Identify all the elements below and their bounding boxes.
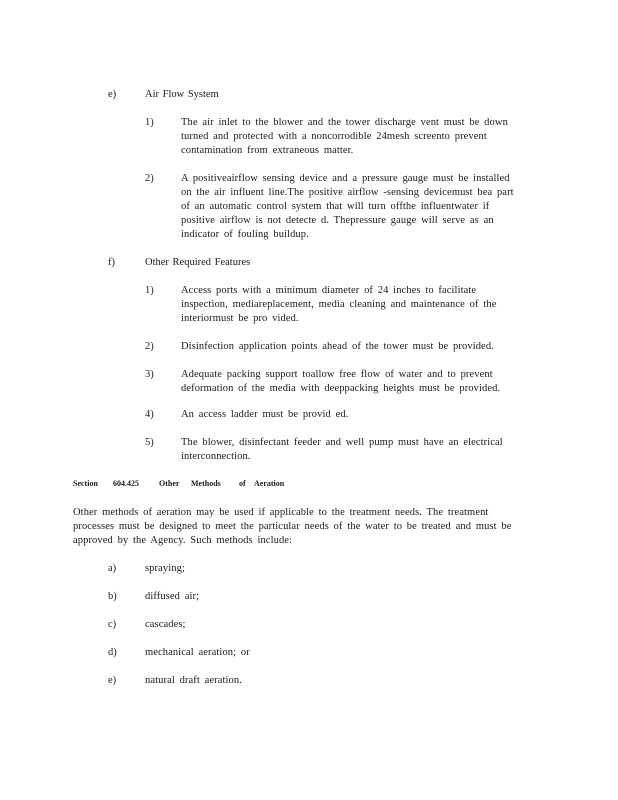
intro-line: Other methods of aeration may be used if applicable to the treatment needs. The treatment [73,507,489,518]
item-f-3-label: 3) [145,369,154,380]
item-e-2-label: 2) [145,173,154,184]
paragraph-line: positive airflow is not detecte d. Thepressure gauge will serve as an [181,215,494,226]
paragraph-line: A positiveairflow sensing device and a pressure gauge must be installed [181,173,510,184]
method-text: diffused air; [145,591,200,602]
method-label: a) [108,563,117,574]
section-title-word: of [239,479,246,488]
item-f-5-label: 5) [145,437,154,448]
section-title-word: Methods [191,479,221,488]
intro-line: approved by the Agency. Such methods include: [73,535,293,546]
paragraph-line: indicator of fouling buildup. [181,229,309,240]
section-number: 604.425 [113,479,139,488]
item-e-title: Air Flow System [145,89,219,100]
intro-line: processes must be designed to meet the particular needs of the water to be treated and must be [73,521,512,532]
paragraph-line: Access ports with a minimum diameter of 24 inches to facilitate [181,285,477,296]
paragraph-line: contamination from extraneous matter. [181,145,354,156]
item-e-label: e) [108,89,117,100]
paragraph-line: of an automatic control system that will turn offthe influentwater if [181,201,490,212]
item-f-label: f) [108,257,115,268]
paragraph-line: The air inlet to the blower and the tower discharge vent must be down [181,117,508,128]
paragraph-line: on the air influent line.The positive airflow -sensing devicemust bea part [181,187,514,198]
item-e-1-label: 1) [145,117,154,128]
section-word: Section [73,479,98,488]
paragraph-line: inspection, mediareplacement, media cleaning and maintenance of the [181,299,497,310]
paragraph-line: turned and protected with a noncorrodible 24mesh screento prevent [181,131,487,142]
paragraph-line: The blower, disinfectant feeder and well pump must have an electrical [181,437,503,448]
method-label: c) [108,619,117,630]
method-text: natural draft aeration. [145,675,242,686]
paragraph-line: interconnection. [181,451,251,462]
item-f-4-label: 4) [145,409,154,420]
method-label: b) [108,591,117,602]
section-title-word: Aeration [254,479,285,488]
method-text: cascades; [145,619,186,630]
paragraph-line: Adequate packing support toallow free flow of water and to prevent [181,369,493,380]
paragraph-line: Disinfection application points ahead of the tower must be provided. [181,341,494,352]
method-label: d) [108,647,117,658]
method-label: e) [108,675,117,686]
item-f-title: Other Required Features [145,257,251,268]
section-title-word: Other [159,479,180,488]
item-f-2-label: 2) [145,341,154,352]
paragraph-line: deformation of the media with deeppacking heights must be provided. [181,383,501,394]
method-text: spraying; [145,563,185,574]
item-f-1-label: 1) [145,285,154,296]
paragraph-line: An access ladder must be provid ed. [181,409,349,420]
paragraph-line: interiormust be pro vided. [181,313,299,324]
method-text: mechanical aeration; or [145,647,250,658]
